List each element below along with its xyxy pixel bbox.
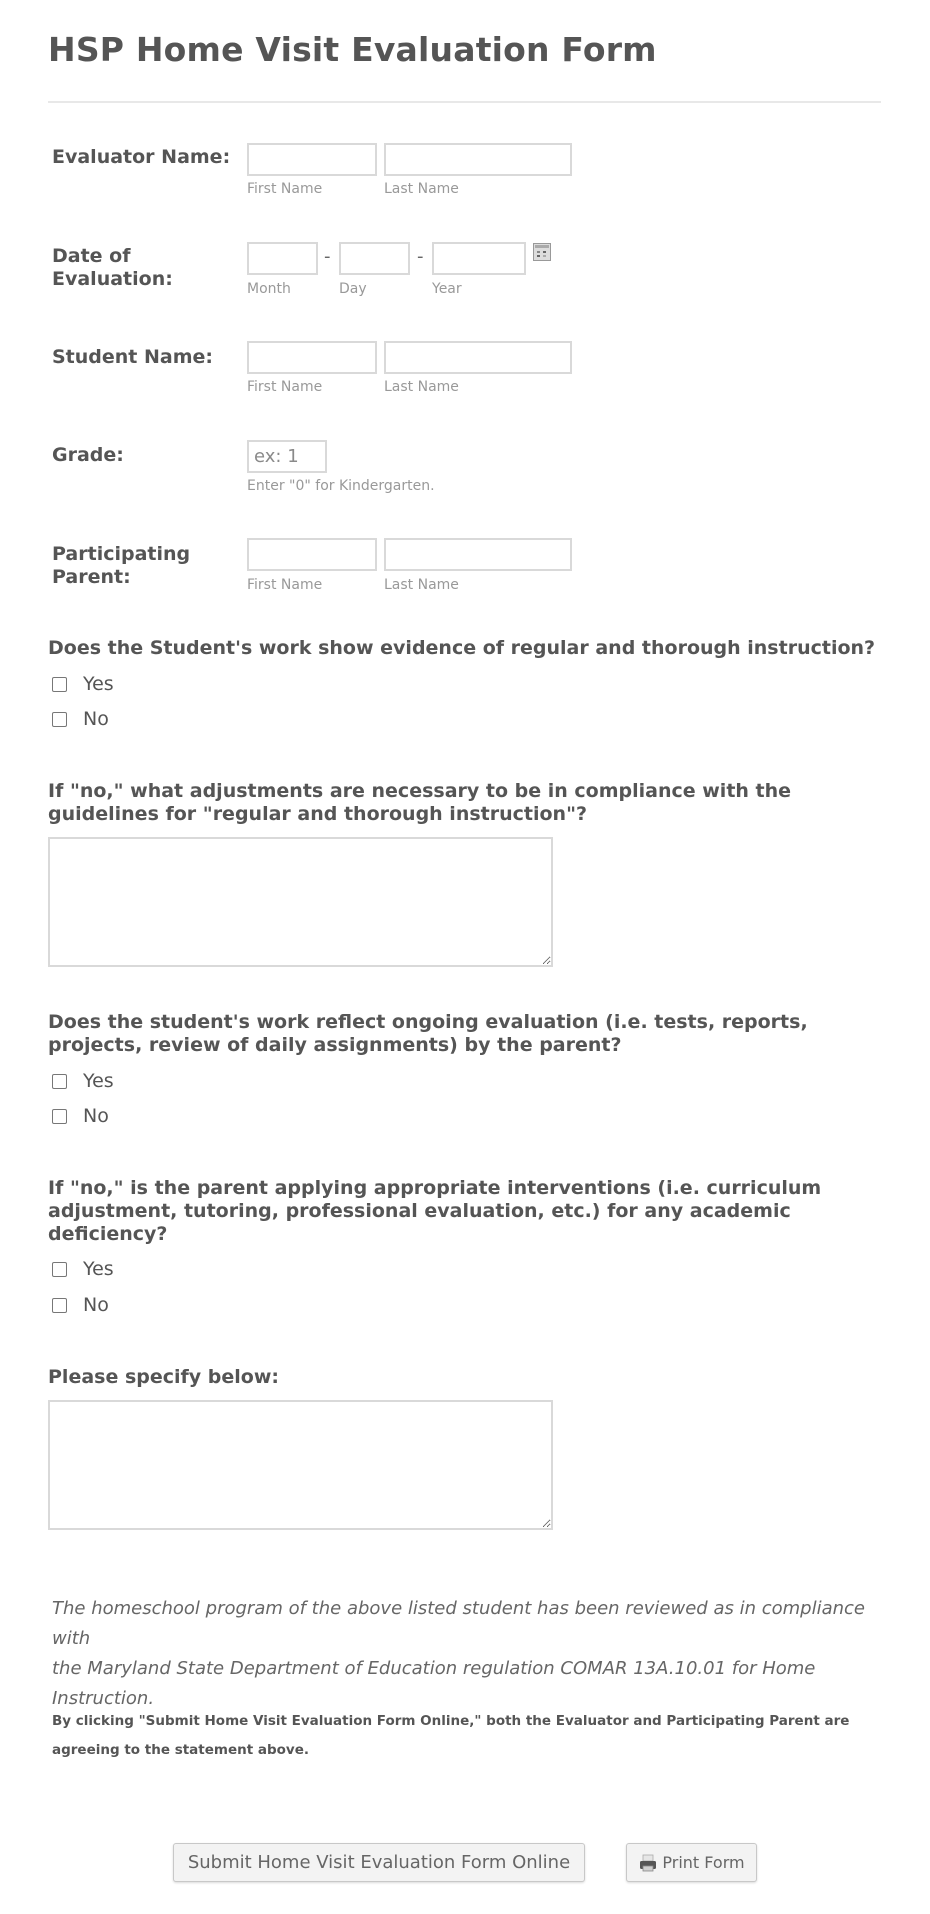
checkbox[interactable] (52, 1109, 67, 1124)
date-year-input[interactable] (432, 242, 526, 275)
checkbox[interactable] (52, 1298, 67, 1313)
date-year-sublabel: Year (432, 281, 462, 297)
form-title: HSP Home Visit Evaluation Form (48, 30, 657, 69)
date-label-line1: Date of (52, 245, 131, 267)
option-label: Yes (83, 1070, 114, 1092)
date-of-evaluation-label (52, 245, 232, 291)
print-form-button[interactable] (626, 1843, 757, 1882)
student-name-label: Student Name: (52, 346, 214, 368)
submit-button-label: Submit Home Visit Evaluation Form Online (187, 1852, 571, 1873)
q1-option-no[interactable] (52, 707, 109, 731)
option-label: No (83, 1294, 109, 1316)
date-day-input[interactable] (339, 242, 410, 275)
q3-option-yes[interactable] (52, 1069, 114, 1093)
adjustments-textarea[interactable] (48, 837, 553, 967)
evaluator-last-name-input[interactable] (384, 143, 572, 176)
date-label-line2: Evaluation: (52, 268, 173, 290)
q1-option-yes[interactable] (52, 672, 114, 696)
parent-label-line1: Participating (52, 543, 191, 565)
participating-parent-label (52, 543, 232, 589)
date-month-input[interactable] (247, 242, 318, 275)
evaluator-name-label: Evaluator Name: (52, 146, 231, 168)
question-instruction-evidence: Does the Student's work show evidence of regular and thorough instruction? (48, 637, 876, 659)
statement-line: The homeschool program of the above listed student has been reviewed as in compliance with (52, 1598, 865, 1649)
compliance-statement (52, 1594, 892, 1714)
calendar-icon[interactable] (533, 243, 551, 261)
question-line: adjustment, tutoring, professional evaluation, etc.) for any academic (48, 1200, 791, 1222)
q3-option-no[interactable] (52, 1104, 109, 1128)
question-line: deficiency? (48, 1223, 168, 1245)
printer-icon (638, 1853, 658, 1873)
title-divider (48, 101, 881, 103)
question-line: guidelines for "regular and thorough instruction"? (48, 803, 587, 825)
student-first-name-input[interactable] (247, 341, 377, 374)
student-last-name-input[interactable] (384, 341, 572, 374)
checkbox[interactable] (52, 1074, 67, 1089)
option-label: No (83, 1105, 109, 1127)
question-adjustments (48, 780, 888, 826)
parent-last-name-input[interactable] (384, 538, 572, 571)
agreement-line: agreeing to the statement above. (52, 1742, 310, 1758)
option-label: Yes (83, 1258, 114, 1280)
statement-line: Instruction. (52, 1688, 155, 1709)
statement-line: the Maryland State Department of Education regulation COMAR 13A.10.01 for Home (52, 1658, 816, 1679)
question-line: projects, review of daily assignments) by the parent? (48, 1034, 622, 1056)
parent-first-name-sublabel: First Name (247, 577, 323, 593)
date-day-sublabel: Day (339, 281, 367, 297)
parent-first-name-input[interactable] (247, 538, 377, 571)
question-line: If "no," is the parent applying appropriate interventions (i.e. curriculum (48, 1177, 822, 1199)
grade-hint: Enter "0" for Kindergarten. (247, 478, 435, 494)
adjustments-textarea-wrapper (48, 837, 553, 967)
parent-label-line2: Parent: (52, 566, 131, 588)
student-last-name-sublabel: Last Name (384, 379, 459, 395)
checkbox[interactable] (52, 677, 67, 692)
date-separator: - (417, 246, 424, 267)
question-interventions (48, 1177, 888, 1246)
question-ongoing-evaluation (48, 1011, 888, 1057)
specify-textarea[interactable] (48, 1400, 553, 1530)
date-separator: - (324, 246, 331, 267)
grade-input[interactable] (247, 440, 327, 473)
evaluator-first-name-input[interactable] (247, 143, 377, 176)
date-month-sublabel: Month (247, 281, 291, 297)
checkbox[interactable] (52, 712, 67, 727)
question-line: If "no," what adjustments are necessary to be in compliance with the (48, 780, 792, 802)
question-line: Does the student's work reflect ongoing evaluation (i.e. tests, reports, (48, 1011, 808, 1033)
student-first-name-sublabel: First Name (247, 379, 323, 395)
q4-option-no[interactable] (52, 1293, 109, 1317)
parent-last-name-sublabel: Last Name (384, 577, 459, 593)
evaluator-first-name-sublabel: First Name (247, 181, 323, 197)
option-label: Yes (83, 673, 114, 695)
grade-label: Grade: (52, 444, 124, 466)
question-please-specify: Please specify below: (48, 1366, 279, 1388)
agreement-notice (52, 1707, 892, 1765)
specify-textarea-wrapper (48, 1400, 553, 1530)
q4-option-yes[interactable] (52, 1257, 114, 1281)
checkbox[interactable] (52, 1262, 67, 1277)
evaluator-last-name-sublabel: Last Name (384, 181, 459, 197)
option-label: No (83, 708, 109, 730)
submit-button[interactable] (173, 1843, 585, 1882)
print-form-label: Print Form (662, 1853, 745, 1872)
agreement-line: By clicking "Submit Home Visit Evaluation Form Online," both the Evaluator and Participating Parent are (52, 1713, 850, 1729)
